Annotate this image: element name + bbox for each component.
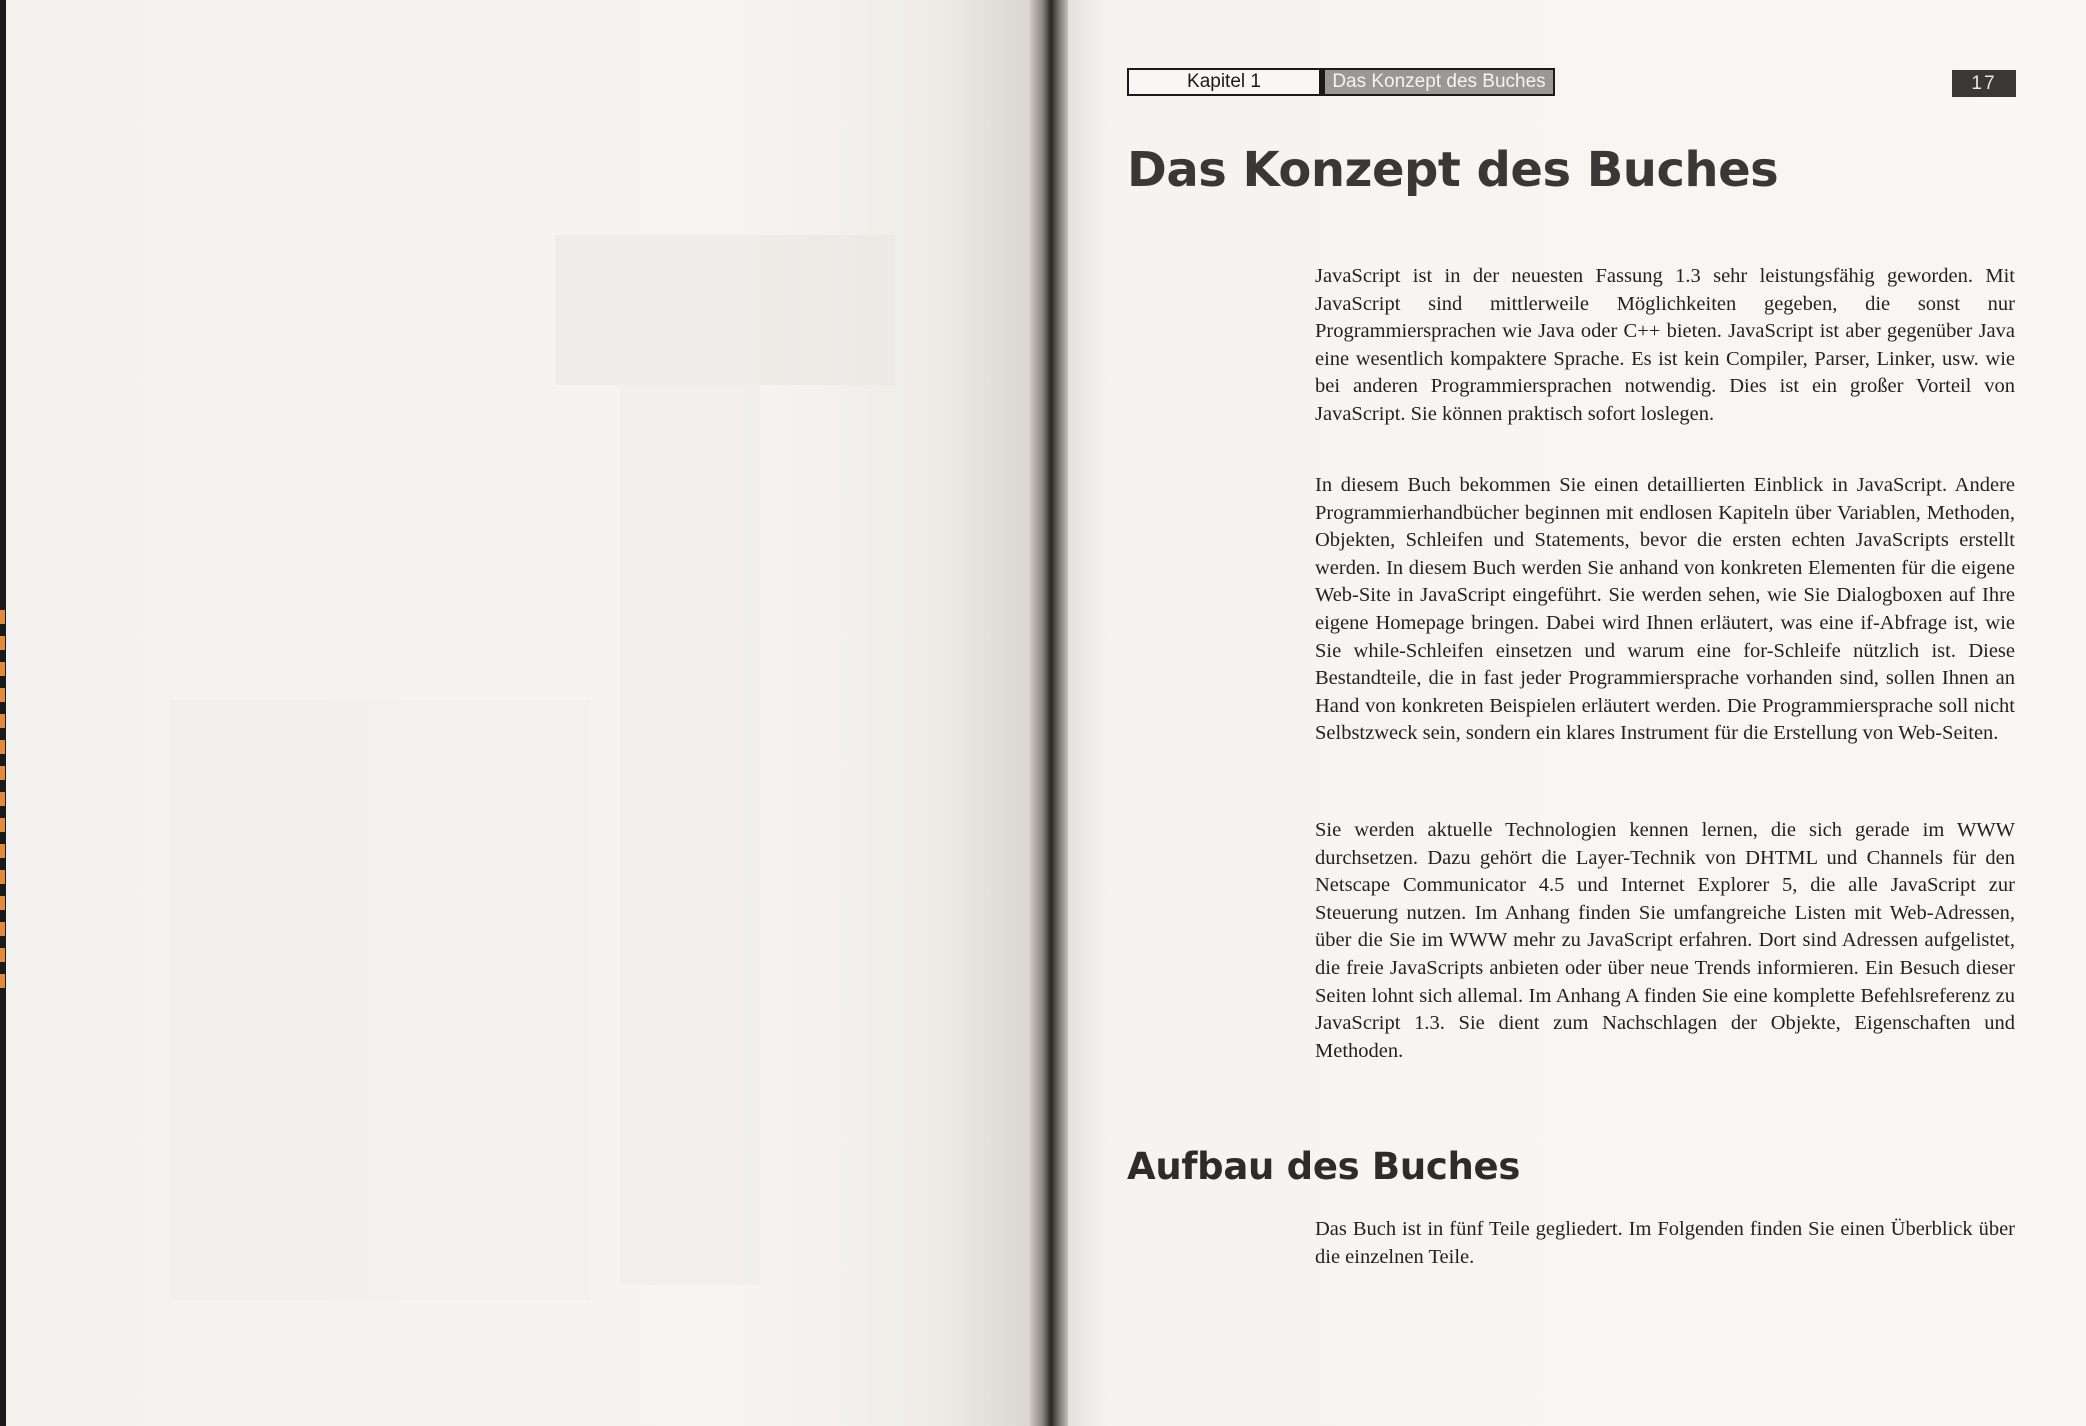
paragraph — [1315, 1216, 2015, 1271]
chapter-title: Das Konzept des Buches — [1127, 142, 1779, 198]
left-edge-color-marks — [0, 610, 5, 990]
section-title: Aufbau des Buches — [1127, 1145, 1521, 1188]
paragraph-text: JavaScript ist in der neuesten Fassung 1.3 sehr leistungsfähig geworden. Mit JavaScript sind mittlerweile Möglichkeiten gegeben, die sonst nur Programmiersprachen wie Java oder C++ bieten. JavaScript ist aber gegenüber Java eine wesentlich kompaktere Sprache. Es ist kein Compiler, Parser, Linker, usw. wie bei anderen Programmiersprachen notwendig. Dies ist ein großer Vorteil von JavaScript. Sie können praktisch sofort loslegen. — [1315, 265, 2015, 425]
paragraph — [1315, 472, 2015, 748]
paragraph-text: Das Buch ist in fünf Teile gegliedert. Im Folgenden finden Sie einen Überblick über die einzelnen Teile. — [1315, 1218, 2015, 1268]
show-through-block — [555, 235, 895, 385]
show-through-block — [170, 700, 590, 1300]
topic-label: Das Konzept des Buches — [1321, 68, 1555, 96]
show-through-block — [620, 385, 760, 1285]
paragraph-text: In diesem Buch bekommen Sie einen detaillierten Einblick in JavaScript. Andere Programmierhandbücher beginnen mit endlosen Kapiteln über Variablen, Methoden, Objekten, Schleifen und Statements, bevor die ersten echten JavaScripts erstellt werden. In diesem Buch werden Sie anhand von konkreten Elementen für die eigene Web-Site in JavaScript eingeführt. Sie werden sehen, wie Sie Dialogboxen auf Ihre eigene Homepage bringen. Dabei wird Ihnen erläutert, was eine if-Abfrage ist, wie Sie while-Schleifen einsetzen und warum eine for-Schleife nützlich ist. Diese Bestandteile, die in fast jeder Programmiersprache vorhanden sind, sollen Ihnen an Hand von konkreten Beispielen erläutert werden. Die Programmiersprache soll nicht Selbstzweck sein, sondern ein klares Instrument für die Erstellung von Web-Seiten. — [1315, 474, 2015, 745]
paragraph — [1315, 263, 2015, 429]
running-header — [1127, 68, 1555, 96]
paragraph — [1315, 817, 2015, 1065]
left-page — [0, 0, 1040, 1426]
book-gutter — [1030, 0, 1072, 1426]
page-number: 17 — [1952, 70, 2016, 97]
paragraph-text: Sie werden aktuelle Technologien kennen lernen, die sich gerade im WWW durchsetzen. Dazu gehört die Layer-Technik von DHTML und Channels für den Netscape Communicator 4.5 und Internet Explorer 5, die alle JavaScript zur Steuerung nutzen. Im Anhang finden Sie umfangreiche Listen mit Web-Adressen, über die Sie im WWW mehr zu JavaScript erfahren. Dort sind Adressen aufgelistet, die freie JavaScripts anbieten oder über neue Trends informieren. Ein Besuch dieser Seiten lohnt sich allemal. Im Anhang A finden Sie eine komplette Befehlsreferenz zu JavaScript 1.3. Sie dient zum Nachschlagen der Objekte, Eigenschaften und Methoden. — [1315, 819, 2015, 1062]
chapter-label: Kapitel 1 — [1127, 68, 1321, 96]
